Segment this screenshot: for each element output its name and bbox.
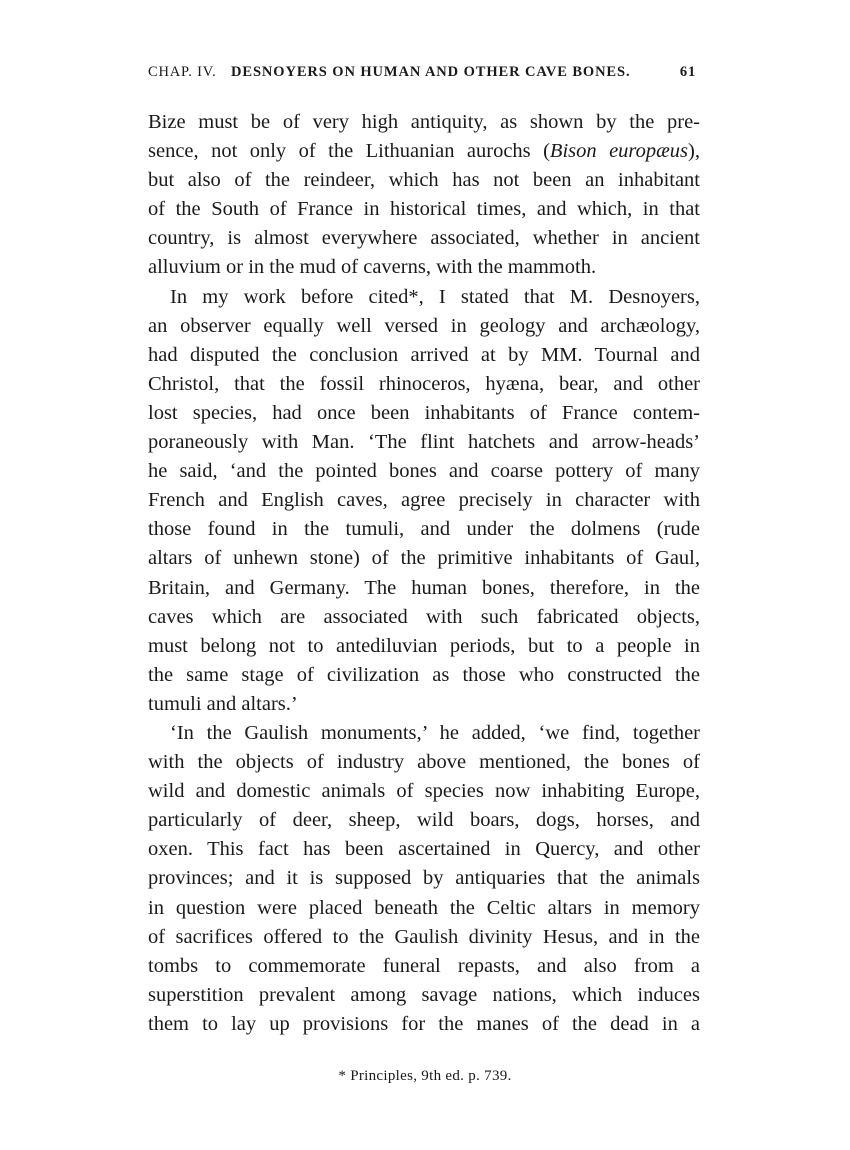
text-line: In my work before cited*, I stated that M. Desnoyers, bbox=[170, 285, 700, 308]
text-line: those found in the tumuli, and under the dolmens (rude bbox=[148, 518, 700, 541]
page-number: 61 bbox=[679, 64, 696, 80]
text-line: French and English caves, agree precisely in character with bbox=[148, 489, 700, 512]
text-line: oxen. This fact has been ascertained in Quercy, and other bbox=[148, 838, 700, 861]
text-line: particularly of deer, sheep, wild boars, dogs, horses, and bbox=[148, 809, 700, 832]
text-line: superstition prevalent among savage nations, which induces bbox=[148, 983, 700, 1006]
footnote: * Principles, 9th ed. p. 739. bbox=[338, 1068, 512, 1084]
text-line: must belong not to antediluvian periods, but to a people in bbox=[148, 634, 700, 657]
text-line: of sacrifices offered to the Gaulish divinity Hesus, and in the bbox=[148, 925, 700, 948]
text-line: of the South of France in historical times, and which, in that bbox=[148, 198, 700, 221]
text-line: them to lay up provisions for the manes of the dead in a bbox=[148, 1012, 700, 1035]
running-title: DESNOYERS ON HUMAN AND OTHER CAVE BONES. bbox=[231, 64, 631, 80]
text-line: ‘In the Gaulish monuments,’ he added, ‘we find, together bbox=[170, 721, 700, 744]
chapter-label: CHAP. IV. bbox=[148, 64, 217, 80]
text-line: an observer equally well versed in geology and archæology, bbox=[148, 314, 700, 337]
body-text bbox=[148, 108, 700, 1039]
text-line: wild and domestic animals of species now inhabiting Europe, bbox=[148, 780, 700, 803]
text-line: tombs to commemorate funeral repasts, and also from a bbox=[148, 954, 700, 977]
text-line: he said, ‘and the pointed bones and coarse pottery of many bbox=[148, 460, 700, 483]
text-line: the same stage of civilization as those who constructed the bbox=[148, 663, 700, 686]
text-line: provinces; and it is supposed by antiquaries that the animals bbox=[148, 867, 700, 890]
text-line: caves which are associated with such fabricated objects, bbox=[148, 605, 700, 628]
text-line: sence, not only of the Lithuanian aurochs (Bison europæus), bbox=[148, 140, 700, 163]
text-line: Bize must be of very high antiquity, as shown by the pre- bbox=[148, 111, 700, 133]
text-line: Britain, and Germany. The human bones, therefore, in the bbox=[148, 576, 700, 599]
text-line: with the objects of industry above mentioned, the bones of bbox=[148, 751, 700, 774]
text-line: Christol, that the fossil rhinoceros, hyæna, bear, and other bbox=[148, 372, 700, 395]
text-line: tumuli and altars.’ bbox=[148, 692, 298, 715]
text-line: but also of the reindeer, which has not been an inhabitant bbox=[148, 169, 700, 192]
text-line: alluvium or in the mud of caverns, with the mammoth. bbox=[148, 256, 597, 279]
text-line: in question were placed beneath the Celtic altars in memory bbox=[148, 896, 700, 919]
text-line: country, is almost everywhere associated, whether in ancient bbox=[148, 227, 700, 250]
text-line: lost species, had once been inhabitants of France contem- bbox=[148, 401, 700, 424]
text-line: poraneously with Man. ‘The flint hatchets and arrow-heads’ bbox=[148, 431, 700, 454]
text-line: altars of unhewn stone) of the primitive inhabitants of Gaul, bbox=[148, 547, 700, 570]
text-line: had disputed the conclusion arrived at by MM. Tournal and bbox=[148, 343, 700, 366]
